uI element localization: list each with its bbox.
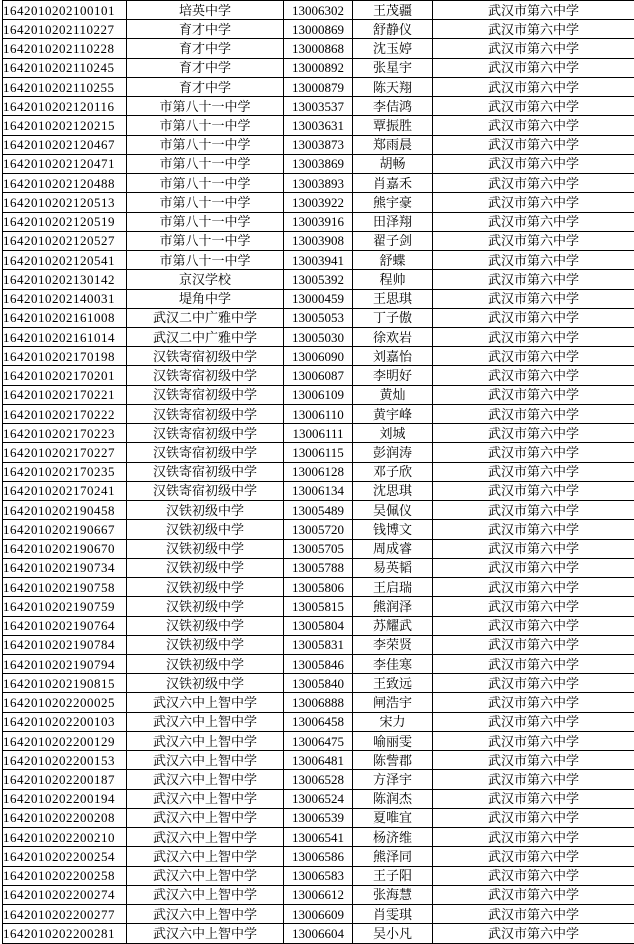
table-row — [3, 193, 634, 212]
table-row — [3, 347, 634, 366]
cell-student-id: 13005720 — [284, 520, 353, 539]
cell-admitted-school: 武汉市第六中学 — [433, 808, 634, 827]
cell-student-name: 张星宇 — [353, 58, 433, 77]
cell-exam-number: 1642010202200274 — [3, 885, 127, 904]
cell-admitted-school: 武汉市第六中学 — [433, 866, 634, 885]
table-row — [3, 866, 634, 885]
cell-student-name: 熊宇豪 — [353, 193, 433, 212]
table-row — [3, 558, 634, 577]
cell-admitted-school: 武汉市第六中学 — [433, 58, 634, 77]
cell-student-id: 13003631 — [284, 116, 353, 135]
cell-student-id: 13006481 — [284, 751, 353, 770]
cell-student-id: 13005840 — [284, 674, 353, 693]
cell-student-name: 李明好 — [353, 366, 433, 385]
cell-exam-number: 1642010202120527 — [3, 231, 127, 250]
table-row — [3, 404, 634, 423]
cell-student-name: 彭润涛 — [353, 443, 433, 462]
table-row — [3, 789, 634, 808]
cell-student-id: 13003869 — [284, 154, 353, 173]
cell-graduating-school: 京汉学校 — [127, 270, 284, 289]
table-row — [3, 578, 634, 597]
cell-student-id: 13006888 — [284, 693, 353, 712]
cell-exam-number: 1642010202120541 — [3, 251, 127, 270]
cell-admitted-school: 武汉市第六中学 — [433, 731, 634, 750]
cell-admitted-school: 武汉市第六中学 — [433, 20, 634, 39]
table-row — [3, 97, 634, 116]
cell-admitted-school: 武汉市第六中学 — [433, 520, 634, 539]
cell-exam-number: 1642010202120116 — [3, 97, 127, 116]
table-row — [3, 539, 634, 558]
cell-graduating-school: 育才中学 — [127, 39, 284, 58]
table-row — [3, 20, 634, 39]
cell-admitted-school: 武汉市第六中学 — [433, 539, 634, 558]
cell-exam-number: 1642010202170201 — [3, 366, 127, 385]
cell-graduating-school: 市第八十一中学 — [127, 193, 284, 212]
table-row — [3, 905, 634, 924]
cell-admitted-school: 武汉市第六中学 — [433, 77, 634, 96]
table-row — [3, 462, 634, 481]
cell-exam-number: 1642010202200194 — [3, 789, 127, 808]
cell-admitted-school: 武汉市第六中学 — [433, 905, 634, 924]
table-row — [3, 424, 634, 443]
cell-exam-number: 1642010202190734 — [3, 558, 127, 577]
cell-exam-number: 1642010202190815 — [3, 674, 127, 693]
cell-student-name: 陈润杰 — [353, 789, 433, 808]
cell-admitted-school: 武汉市第六中学 — [433, 828, 634, 847]
cell-exam-number: 1642010202200103 — [3, 712, 127, 731]
cell-exam-number: 1642010202130142 — [3, 270, 127, 289]
cell-student-name: 易英韬 — [353, 558, 433, 577]
cell-exam-number: 1642010202120467 — [3, 135, 127, 154]
table-row — [3, 520, 634, 539]
cell-admitted-school: 武汉市第六中学 — [433, 366, 634, 385]
cell-student-name: 舒静仪 — [353, 20, 433, 39]
cell-graduating-school: 市第八十一中学 — [127, 97, 284, 116]
cell-student-id: 13006541 — [284, 828, 353, 847]
cell-exam-number: 1642010202170223 — [3, 424, 127, 443]
cell-graduating-school: 汉铁寄宿初级中学 — [127, 424, 284, 443]
cell-student-id: 13005030 — [284, 327, 353, 346]
cell-graduating-school: 汉铁初级中学 — [127, 578, 284, 597]
cell-exam-number: 1642010202190794 — [3, 654, 127, 673]
cell-admitted-school: 武汉市第六中学 — [433, 578, 634, 597]
cell-graduating-school: 汉铁寄宿初级中学 — [127, 366, 284, 385]
cell-exam-number: 1642010202200208 — [3, 808, 127, 827]
cell-student-name: 苏耀武 — [353, 616, 433, 635]
cell-graduating-school: 汉铁寄宿初级中学 — [127, 462, 284, 481]
table-row — [3, 39, 634, 58]
cell-exam-number: 1642010202200258 — [3, 866, 127, 885]
cell-student-id: 13006609 — [284, 905, 353, 924]
cell-exam-number: 1642010202110227 — [3, 20, 127, 39]
table-row — [3, 1, 634, 20]
cell-admitted-school: 武汉市第六中学 — [433, 385, 634, 404]
cell-student-id: 13003941 — [284, 251, 353, 270]
cell-student-name: 刘嘉怡 — [353, 347, 433, 366]
table-row — [3, 693, 634, 712]
cell-student-id: 13003916 — [284, 212, 353, 231]
cell-graduating-school: 武汉六中上智中学 — [127, 885, 284, 904]
table-row — [3, 828, 634, 847]
cell-exam-number: 1642010202190670 — [3, 539, 127, 558]
cell-student-name: 程帅 — [353, 270, 433, 289]
cell-exam-number: 1642010202110245 — [3, 58, 127, 77]
cell-student-id: 13003893 — [284, 174, 353, 193]
cell-student-id: 13005705 — [284, 539, 353, 558]
cell-graduating-school: 市第八十一中学 — [127, 212, 284, 231]
cell-student-name: 王致远 — [353, 674, 433, 693]
table-row — [3, 654, 634, 673]
cell-graduating-school: 汉铁初级中学 — [127, 654, 284, 673]
cell-graduating-school: 市第八十一中学 — [127, 154, 284, 173]
cell-admitted-school: 武汉市第六中学 — [433, 885, 634, 904]
cell-student-id: 13006475 — [284, 731, 353, 750]
cell-graduating-school: 培英中学 — [127, 1, 284, 20]
cell-graduating-school: 武汉六中上智中学 — [127, 828, 284, 847]
cell-student-id: 13006090 — [284, 347, 353, 366]
cell-student-id: 13006539 — [284, 808, 353, 827]
cell-admitted-school: 武汉市第六中学 — [433, 212, 634, 231]
table-row — [3, 270, 634, 289]
cell-graduating-school: 堤角中学 — [127, 289, 284, 308]
cell-admitted-school: 武汉市第六中学 — [433, 847, 634, 866]
cell-admitted-school: 武汉市第六中学 — [433, 424, 634, 443]
cell-student-name: 邓子欣 — [353, 462, 433, 481]
table-row — [3, 289, 634, 308]
cell-graduating-school: 市第八十一中学 — [127, 231, 284, 250]
cell-admitted-school: 武汉市第六中学 — [433, 251, 634, 270]
cell-graduating-school: 汉铁初级中学 — [127, 616, 284, 635]
cell-admitted-school: 武汉市第六中学 — [433, 97, 634, 116]
cell-admitted-school: 武汉市第六中学 — [433, 674, 634, 693]
cell-student-name: 徐欢岩 — [353, 327, 433, 346]
cell-graduating-school: 汉铁初级中学 — [127, 597, 284, 616]
table-row — [3, 731, 634, 750]
cell-graduating-school: 汉铁初级中学 — [127, 501, 284, 520]
table-row — [3, 58, 634, 77]
table-row — [3, 770, 634, 789]
cell-student-id: 13006109 — [284, 385, 353, 404]
cell-admitted-school: 武汉市第六中学 — [433, 481, 634, 500]
cell-student-id: 13006128 — [284, 462, 353, 481]
table-row — [3, 808, 634, 827]
cell-exam-number: 1642010202110228 — [3, 39, 127, 58]
cell-student-name: 周成睿 — [353, 539, 433, 558]
table-row — [3, 135, 634, 154]
cell-graduating-school: 武汉二中广雅中学 — [127, 308, 284, 327]
cell-graduating-school: 汉铁初级中学 — [127, 520, 284, 539]
cell-exam-number: 1642010202170221 — [3, 385, 127, 404]
cell-student-id: 13006111 — [284, 424, 353, 443]
cell-graduating-school: 汉铁初级中学 — [127, 558, 284, 577]
table-row — [3, 481, 634, 500]
cell-graduating-school: 汉铁初级中学 — [127, 635, 284, 654]
admission-table-body — [3, 1, 634, 944]
cell-student-name: 李佶鸿 — [353, 97, 433, 116]
cell-student-name: 熊泽同 — [353, 847, 433, 866]
cell-admitted-school: 武汉市第六中学 — [433, 174, 634, 193]
cell-exam-number: 1642010202200153 — [3, 751, 127, 770]
cell-student-name: 宋力 — [353, 712, 433, 731]
cell-student-name: 李荣贤 — [353, 635, 433, 654]
cell-student-id: 13000879 — [284, 77, 353, 96]
cell-student-name: 王茂疆 — [353, 1, 433, 20]
cell-admitted-school: 武汉市第六中学 — [433, 231, 634, 250]
table-row — [3, 751, 634, 770]
cell-student-name: 杨济维 — [353, 828, 433, 847]
cell-graduating-school: 汉铁寄宿初级中学 — [127, 347, 284, 366]
table-row — [3, 443, 634, 462]
cell-exam-number: 1642010202200277 — [3, 905, 127, 924]
cell-admitted-school: 武汉市第六中学 — [433, 193, 634, 212]
cell-student-name: 肖嘉禾 — [353, 174, 433, 193]
table-row — [3, 674, 634, 693]
cell-admitted-school: 武汉市第六中学 — [433, 597, 634, 616]
cell-admitted-school: 武汉市第六中学 — [433, 154, 634, 173]
cell-student-name: 覃振胜 — [353, 116, 433, 135]
table-row — [3, 885, 634, 904]
cell-admitted-school: 武汉市第六中学 — [433, 616, 634, 635]
cell-admitted-school: 武汉市第六中学 — [433, 308, 634, 327]
cell-graduating-school: 育才中学 — [127, 20, 284, 39]
cell-student-id: 13003537 — [284, 97, 353, 116]
cell-graduating-school: 武汉六中上智中学 — [127, 770, 284, 789]
table-row — [3, 616, 634, 635]
cell-student-name: 王子阳 — [353, 866, 433, 885]
cell-student-id: 13006524 — [284, 789, 353, 808]
cell-student-name: 沈思琪 — [353, 481, 433, 500]
cell-student-id: 13006458 — [284, 712, 353, 731]
cell-student-name: 郑雨晨 — [353, 135, 433, 154]
cell-student-name: 王思琪 — [353, 289, 433, 308]
cell-graduating-school: 汉铁初级中学 — [127, 539, 284, 558]
cell-student-name: 陈訾郡 — [353, 751, 433, 770]
cell-student-name: 张海慧 — [353, 885, 433, 904]
cell-exam-number: 1642010202190667 — [3, 520, 127, 539]
cell-graduating-school: 汉铁寄宿初级中学 — [127, 404, 284, 423]
cell-exam-number: 1642010202170222 — [3, 404, 127, 423]
cell-exam-number: 1642010202110255 — [3, 77, 127, 96]
cell-student-name: 黄宇峰 — [353, 404, 433, 423]
cell-student-id: 13006586 — [284, 847, 353, 866]
cell-admitted-school: 武汉市第六中学 — [433, 654, 634, 673]
cell-admitted-school: 武汉市第六中学 — [433, 443, 634, 462]
cell-student-name: 舒蝶 — [353, 251, 433, 270]
table-row — [3, 327, 634, 346]
cell-graduating-school: 武汉六中上智中学 — [127, 924, 284, 944]
cell-graduating-school: 武汉六中上智中学 — [127, 789, 284, 808]
cell-exam-number: 1642010202200281 — [3, 924, 127, 944]
table-row — [3, 174, 634, 193]
cell-graduating-school: 市第八十一中学 — [127, 116, 284, 135]
cell-student-name: 闸浩宇 — [353, 693, 433, 712]
cell-admitted-school: 武汉市第六中学 — [433, 501, 634, 520]
cell-exam-number: 1642010202200210 — [3, 828, 127, 847]
cell-exam-number: 1642010202100101 — [3, 1, 127, 20]
cell-exam-number: 1642010202190784 — [3, 635, 127, 654]
cell-student-name: 沈玉婷 — [353, 39, 433, 58]
cell-graduating-school: 汉铁寄宿初级中学 — [127, 443, 284, 462]
cell-student-id: 13000869 — [284, 20, 353, 39]
cell-admitted-school: 武汉市第六中学 — [433, 347, 634, 366]
cell-student-name: 陈天翔 — [353, 77, 433, 96]
cell-student-id: 13005788 — [284, 558, 353, 577]
cell-graduating-school: 武汉六中上智中学 — [127, 847, 284, 866]
cell-student-id: 13000459 — [284, 289, 353, 308]
cell-student-name: 钱博文 — [353, 520, 433, 539]
cell-graduating-school: 汉铁初级中学 — [127, 674, 284, 693]
table-row — [3, 501, 634, 520]
cell-student-id: 13006604 — [284, 924, 353, 944]
cell-graduating-school: 育才中学 — [127, 58, 284, 77]
cell-exam-number: 1642010202161014 — [3, 327, 127, 346]
table-row — [3, 212, 634, 231]
cell-student-id: 13003908 — [284, 231, 353, 250]
cell-graduating-school: 武汉六中上智中学 — [127, 751, 284, 770]
cell-student-name: 喻丽雯 — [353, 731, 433, 750]
cell-admitted-school: 武汉市第六中学 — [433, 924, 634, 944]
cell-admitted-school: 武汉市第六中学 — [433, 462, 634, 481]
cell-student-id: 13005815 — [284, 597, 353, 616]
table-row — [3, 847, 634, 866]
cell-student-name: 翟子剑 — [353, 231, 433, 250]
cell-admitted-school: 武汉市第六中学 — [433, 289, 634, 308]
cell-student-id: 13000868 — [284, 39, 353, 58]
cell-student-name: 田泽翔 — [353, 212, 433, 231]
cell-admitted-school: 武汉市第六中学 — [433, 712, 634, 731]
table-row — [3, 924, 634, 944]
cell-admitted-school: 武汉市第六中学 — [433, 39, 634, 58]
cell-student-name: 丁子傲 — [353, 308, 433, 327]
cell-student-id: 13005846 — [284, 654, 353, 673]
cell-graduating-school: 市第八十一中学 — [127, 174, 284, 193]
cell-admitted-school: 武汉市第六中学 — [433, 770, 634, 789]
cell-exam-number: 1642010202120215 — [3, 116, 127, 135]
cell-exam-number: 1642010202120519 — [3, 212, 127, 231]
cell-graduating-school: 武汉六中上智中学 — [127, 712, 284, 731]
cell-student-name: 熊润泽 — [353, 597, 433, 616]
table-row — [3, 712, 634, 731]
cell-admitted-school: 武汉市第六中学 — [433, 327, 634, 346]
cell-student-id: 13006583 — [284, 866, 353, 885]
cell-student-id: 13006528 — [284, 770, 353, 789]
cell-exam-number: 1642010202170241 — [3, 481, 127, 500]
cell-exam-number: 1642010202170198 — [3, 347, 127, 366]
cell-exam-number: 1642010202190758 — [3, 578, 127, 597]
table-row — [3, 154, 634, 173]
table-row — [3, 308, 634, 327]
cell-exam-number: 1642010202140031 — [3, 289, 127, 308]
cell-student-name: 李佳寒 — [353, 654, 433, 673]
cell-graduating-school: 市第八十一中学 — [127, 135, 284, 154]
cell-student-name: 黄灿 — [353, 385, 433, 404]
cell-graduating-school: 育才中学 — [127, 77, 284, 96]
cell-graduating-school: 武汉六中上智中学 — [127, 866, 284, 885]
cell-admitted-school: 武汉市第六中学 — [433, 635, 634, 654]
cell-student-id: 13005489 — [284, 501, 353, 520]
table-row — [3, 385, 634, 404]
cell-student-id: 13003922 — [284, 193, 353, 212]
cell-exam-number: 1642010202161008 — [3, 308, 127, 327]
cell-exam-number: 1642010202120513 — [3, 193, 127, 212]
cell-admitted-school: 武汉市第六中学 — [433, 693, 634, 712]
cell-student-id: 13005804 — [284, 616, 353, 635]
cell-exam-number: 1642010202170235 — [3, 462, 127, 481]
cell-student-id: 13006115 — [284, 443, 353, 462]
cell-student-name: 方泽宇 — [353, 770, 433, 789]
cell-exam-number: 1642010202190759 — [3, 597, 127, 616]
cell-student-name: 夏唯宜 — [353, 808, 433, 827]
cell-exam-number: 1642010202120471 — [3, 154, 127, 173]
cell-graduating-school: 武汉二中广雅中学 — [127, 327, 284, 346]
cell-student-id: 13006110 — [284, 404, 353, 423]
cell-exam-number: 1642010202120488 — [3, 174, 127, 193]
cell-student-id: 13005392 — [284, 270, 353, 289]
cell-exam-number: 1642010202200187 — [3, 770, 127, 789]
cell-admitted-school: 武汉市第六中学 — [433, 270, 634, 289]
cell-admitted-school: 武汉市第六中学 — [433, 135, 634, 154]
cell-student-name: 王启瑞 — [353, 578, 433, 597]
cell-graduating-school: 武汉六中上智中学 — [127, 693, 284, 712]
cell-student-name: 吴小凡 — [353, 924, 433, 944]
cell-student-name: 刘城 — [353, 424, 433, 443]
cell-student-name: 吴佩仪 — [353, 501, 433, 520]
cell-admitted-school: 武汉市第六中学 — [433, 558, 634, 577]
cell-student-id: 13006302 — [284, 1, 353, 20]
cell-exam-number: 1642010202190764 — [3, 616, 127, 635]
cell-student-name: 胡畅 — [353, 154, 433, 173]
cell-student-id: 13006612 — [284, 885, 353, 904]
cell-admitted-school: 武汉市第六中学 — [433, 116, 634, 135]
table-row — [3, 597, 634, 616]
cell-exam-number: 1642010202200254 — [3, 847, 127, 866]
cell-graduating-school: 武汉六中上智中学 — [127, 731, 284, 750]
cell-admitted-school: 武汉市第六中学 — [433, 751, 634, 770]
cell-exam-number: 1642010202170227 — [3, 443, 127, 462]
cell-student-name: 肖雯琪 — [353, 905, 433, 924]
cell-exam-number: 1642010202200025 — [3, 693, 127, 712]
cell-student-id: 13005831 — [284, 635, 353, 654]
cell-graduating-school: 汉铁寄宿初级中学 — [127, 481, 284, 500]
table-row — [3, 116, 634, 135]
table-row — [3, 231, 634, 250]
cell-exam-number: 1642010202190458 — [3, 501, 127, 520]
cell-student-id: 13005053 — [284, 308, 353, 327]
cell-admitted-school: 武汉市第六中学 — [433, 1, 634, 20]
cell-student-id: 13000892 — [284, 58, 353, 77]
cell-student-id: 13006134 — [284, 481, 353, 500]
cell-graduating-school: 武汉六中上智中学 — [127, 905, 284, 924]
cell-graduating-school: 汉铁寄宿初级中学 — [127, 385, 284, 404]
cell-admitted-school: 武汉市第六中学 — [433, 404, 634, 423]
admission-roster-table — [2, 0, 634, 944]
cell-exam-number: 1642010202200129 — [3, 731, 127, 750]
cell-student-id: 13003873 — [284, 135, 353, 154]
cell-graduating-school: 武汉六中上智中学 — [127, 808, 284, 827]
table-row — [3, 366, 634, 385]
cell-graduating-school: 市第八十一中学 — [127, 251, 284, 270]
table-row — [3, 635, 634, 654]
cell-student-id: 13005806 — [284, 578, 353, 597]
table-row — [3, 77, 634, 96]
cell-student-id: 13006087 — [284, 366, 353, 385]
table-row — [3, 251, 634, 270]
cell-admitted-school: 武汉市第六中学 — [433, 789, 634, 808]
